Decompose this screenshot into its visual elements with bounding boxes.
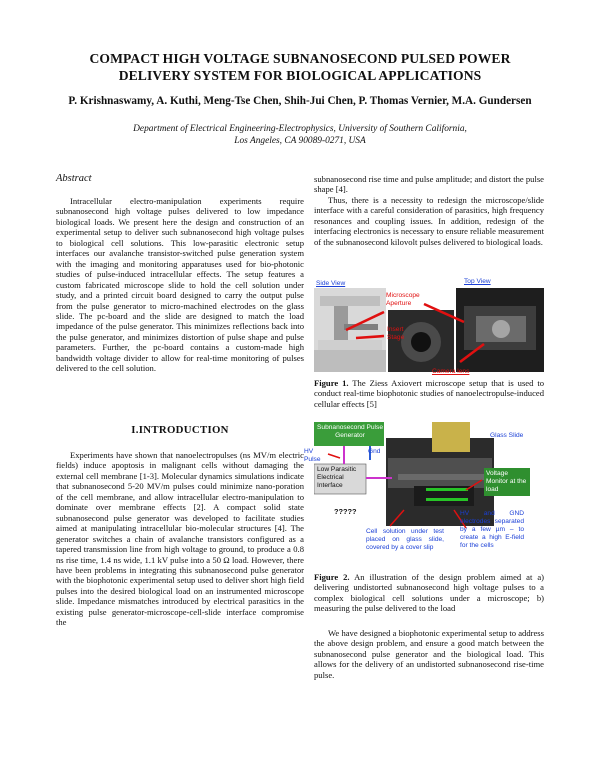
paper-title: COMPACT HIGH VOLTAGE SUBNANOSECOND PULSED POWER DELIVERY SYSTEM FOR BIOLOGICAL APPLICATIONS xyxy=(89,51,511,83)
abstract-body xyxy=(56,196,304,374)
glass-slide-label: Glass Slide xyxy=(490,432,524,439)
figure-2-caption xyxy=(314,572,544,614)
top-view-label: Top View xyxy=(464,278,491,285)
figure-1-number: Figure 1. xyxy=(314,378,349,388)
cell-solution-label: Cell solution under test placed on glass slide, covered by a cover slip xyxy=(366,528,444,551)
gnd-label: Gnd xyxy=(368,448,381,455)
interface-label: Low Parasitic Electrical Interface xyxy=(317,466,357,489)
camera-lens-label: Camera lens xyxy=(432,368,470,375)
pulse-generator-label: Subnanosecond Pulse Generator xyxy=(317,424,383,439)
affiliation-line-1: Department of Electrical Engineering-Electrophysics, University of Southern California, xyxy=(133,124,467,134)
figure-2 xyxy=(304,418,544,568)
figure-1-caption xyxy=(314,378,544,409)
paragraph-design: We have designed a biophotonic experimental setup to address the above design problem, and ensure a good match between the subnanosecond pulse generator and the biological load. This allows for the delivery of an undistorted subnanosecond rise-time pulse. xyxy=(314,628,544,680)
aperture-label: Microscope Aperture xyxy=(386,292,420,307)
right-column-text-top xyxy=(314,174,544,247)
abstract-paragraph: Intracellular electro-manipulation experiments require subnanosecond high voltage pulses delivered to low impedance biological loads. We present here the design and construction of an experimental setup to deliver such subnanosecond high voltage pulses to biological cell solutions. This low-parasitic electronic setup interfaces our avalanche transistor-switched pulse generation system with the imaging and monitoring apparatuses used for bio-photonic studies of pulse-induced intracellular effects. The setup features a custom fabricated microscope slide to hold the cell solution under study, and a printed circuit board designed to carry the output pulse from the pulse generator to micro-machined electrodes on the glass slide. The pc-board and the slide are designed to match the load impedance of the pulse generator. This minimizes reflections back into the pulse generator, and minimizes distortion of pulse shape and pulse parameters. Further, the pc-board contains a custom-made high bandwidth voltage divider to allow for real-time monitoring of pulses delivered to the cell solution. xyxy=(56,196,304,374)
figure-1 xyxy=(314,278,544,372)
hv-pulse-label: HV Pulse xyxy=(304,448,321,463)
introduction-body xyxy=(56,450,304,628)
affiliation-line-2: Los Angeles, CA 90089-0271, USA xyxy=(234,135,366,146)
abstract-heading: Abstract xyxy=(56,173,92,184)
stage-label: Insert Stage xyxy=(387,326,405,341)
introduction-paragraph: Experiments have shown that nanoelectropulses (ns MV/m electric fields) induce apoptosis in malignant cells without damaging the external cell membrane [1-3]. Molecular dynamics simulations indicate that subnanosecond 5-20 MV/m pulses could minimize nano-poration of the cell membrane, and allow intracellular electro-manipulation to dominate over membrane effects [2]. A compact solid state subnanosecond pulse generator was developed to facilitate studies aimed at manipulating intracellular bio-molecular structures [4]. The generator switches a chain of avalanche transistors configured as a tapered transmission line from high voltage to ground, to produce a 0.8 ns rise time, 1.4 ns wide, 1.1 kV pulse into a 50 Ω load. However, there have been problems in integrating this subnanosecond pulse generator with the biophotonic experimental setup used to deliver short high field pulses into the desired biological load on an instrumented microscope slide. Impedance mismatches introduced by electrical parasitics in the existing pulse generator-microscope-cell-slide interface compromise the xyxy=(56,450,304,628)
figure-2-number: Figure 2. xyxy=(314,572,350,582)
electrodes-label: HV and GND electrodes separated by a few µm – to create a high E-field for the cells xyxy=(460,510,524,549)
author-list: P. Krishnaswamy, A. Kuthi, Meng-Tse Chen, Shih-Jui Chen, P. Thomas Vernier, M.A. Gundersen xyxy=(68,95,532,107)
voltage-monitor-label: Voltage Monitor at the load xyxy=(486,470,527,493)
paragraph-redesign: Thus, there is a necessity to redesign the microscope/slide interface with a careful consideration of parasitics, high frequency resonances and coupling issues. In addition, redesign of the interfacing electronics is necessary to ensure reliable measurement of the subnanosecond kilovolt pulses delivered to biological loads. xyxy=(314,194,544,247)
introduction-heading: I.INTRODUCTION xyxy=(131,424,229,436)
paragraph-continued: subnanosecond rise time and pulse amplitude; and distort the pulse shape [4]. xyxy=(314,174,544,195)
unknown-interface-label: ????? xyxy=(334,507,357,516)
affiliation xyxy=(60,124,540,147)
figure-2-caption-text: An illustration of the design problem aimed at a) delivering undistorted subnanosecond high voltage pulses to a complex biological cell solutions under a microscope; b) measuring the pulse delivered to the load xyxy=(314,572,545,614)
side-view-label: Side View xyxy=(316,280,346,287)
right-column-text-bottom xyxy=(314,628,544,680)
figure-1-caption-text: The Ziess Axiovert microscope setup that is used to conduct real-time biophotonic studies of nanoelectropulse-induced cellular effects [5] xyxy=(314,378,544,409)
